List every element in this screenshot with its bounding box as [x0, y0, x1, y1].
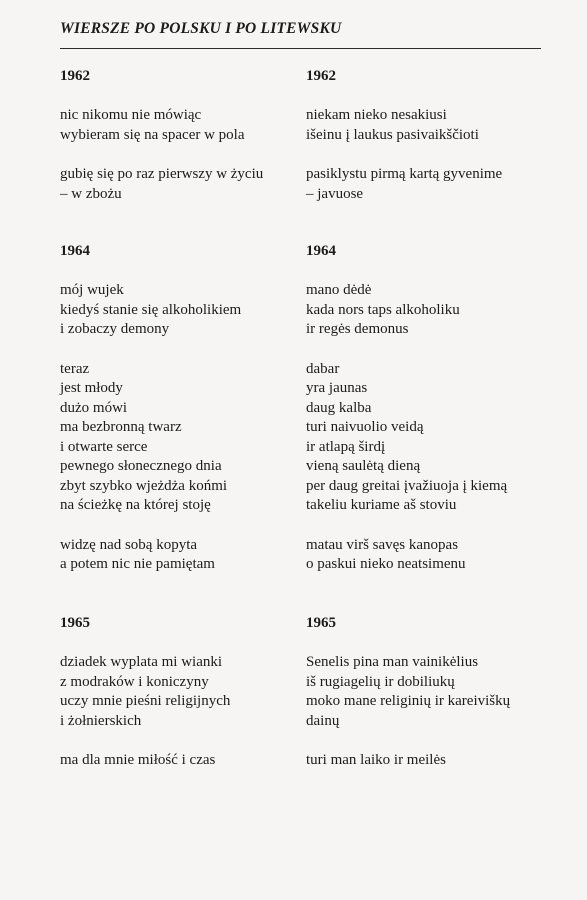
verse-line: z modraków i koniczyny [60, 673, 209, 690]
poem-year: 1962 [60, 68, 90, 84]
verse-line: Senelis pina man vainikėlius [306, 654, 479, 670]
stanza [60, 360, 241, 516]
verse-line: kiedyś stanie się alkoholikiem [60, 301, 242, 318]
verse-line: yra jaunas [306, 380, 368, 396]
poem-lithuanian [306, 613, 510, 791]
verse-line: turi man laiko ir meilės [306, 752, 446, 768]
verse-line: ir regės demonus [306, 321, 409, 337]
verse-line: gubię się po raz pierwszy w życiu [60, 166, 264, 182]
poem-lithuanian [306, 66, 502, 224]
poem-year: 1965 [306, 615, 336, 631]
verse-line: – javuose [306, 185, 364, 202]
verse-line: widzę nad sobą kopyta [60, 536, 198, 553]
verse-line: kada nors taps alkoholiku [306, 301, 460, 318]
verse-line: i otwarte serce [60, 438, 148, 455]
verse-line: a potem nic nie pamiętam [60, 556, 215, 572]
stanza [306, 751, 510, 771]
poem-year: 1964 [306, 243, 336, 259]
stanza [306, 360, 507, 516]
poem-lithuanian [306, 241, 507, 595]
verse-line: i żołnierskich [60, 712, 142, 729]
verse-line: matau virš savęs kanopas [306, 536, 459, 553]
poem-year: 1965 [60, 615, 90, 631]
stanza [60, 536, 241, 575]
stanza [60, 106, 263, 145]
stanza [60, 165, 263, 204]
verse-line: jest młody [60, 380, 123, 396]
poem-polish [60, 241, 241, 595]
poem-year: 1964 [60, 243, 90, 259]
poem-year: 1962 [306, 68, 336, 84]
verse-line: ir atlapą širdį [306, 438, 386, 455]
verse-line: pewnego słonecznego dnia [60, 458, 222, 474]
stanza [60, 751, 230, 771]
stanza [306, 536, 507, 575]
verse-line: per daug greitai įvažiuoja į kiemą [306, 477, 508, 494]
verse-line: dainų [306, 712, 340, 729]
verse-line: niekam nieko nesakiusi [306, 107, 447, 123]
verse-line: ma dla mnie miłość i czas [60, 752, 216, 768]
running-head: WIERSZE PO POLSKU I PO LITEWSKU [60, 20, 342, 37]
header-rule [60, 48, 541, 49]
verse-line: vieną saulėtą dieną [306, 458, 421, 474]
stanza [306, 165, 502, 204]
verse-line: – w zbożu [60, 185, 122, 202]
verse-line: i zobaczy demony [60, 321, 170, 337]
poem-polish [60, 613, 230, 791]
verse-line: takeliu kuriame aš stoviu [306, 497, 457, 513]
verse-line: wybieram się na spacer w pola [60, 126, 245, 143]
verse-line: išeinu į laukus pasivaikščioti [306, 126, 479, 143]
verse-line: uczy mnie pieśni religijnych [60, 693, 231, 709]
verse-line: pasiklystu pirmą kartą gyvenime [306, 166, 503, 182]
stanza [60, 281, 241, 340]
verse-line: na ścieżkę na której stoję [60, 497, 211, 513]
verse-line: nic nikomu nie mówiąc [60, 107, 202, 123]
verse-line: zbyt szybko wjeżdża końmi [60, 477, 228, 494]
verse-line: turi naivuolio veidą [306, 419, 424, 435]
stanza [306, 106, 502, 145]
stanza [306, 653, 510, 731]
verse-line: teraz [60, 360, 90, 377]
verse-line: ma bezbronną twarz [60, 419, 182, 435]
stanza [60, 653, 230, 731]
verse-line: daug kalba [306, 399, 372, 416]
verse-line: o paskui nieko neatsimenu [306, 556, 466, 572]
verse-line: dabar [306, 360, 340, 377]
stanza [306, 281, 507, 340]
verse-line: dużo mówi [60, 399, 128, 416]
verse-line: dziadek wyplata mi wianki [60, 654, 223, 670]
poem-polish [60, 66, 263, 224]
verse-line: mój wujek [60, 282, 124, 298]
verse-line: mano dėdė [306, 282, 372, 298]
verse-line: iš rugiagelių ir dobiliukų [306, 673, 455, 690]
verse-line: moko mane religinių ir kareiviškų [306, 693, 511, 709]
